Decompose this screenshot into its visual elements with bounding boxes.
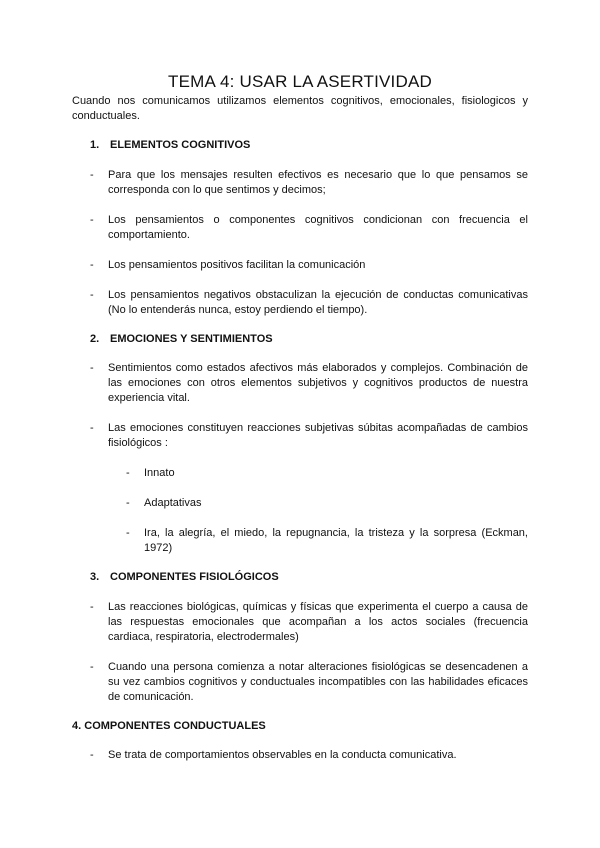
document-title: TEMA 4: USAR LA ASERTIVIDAD [168,72,432,91]
section-heading-conductuales: 4. COMPONENTES CONDUCTUALES [72,720,266,732]
list-item: - Sentimientos como estados afectivos más elaborados y complejos. Combinación de las emociones con otros elementos subjetivos y cognitivos productos de nuestra experiencia vital. [90,362,528,404]
list-item: - Las reacciones biológicas, químicas y físicas que experimenta el cuerpo a causa de las respuestas emocionales que acompañan a los actos sociales (frecuencia cardiaca, respiratoria, electrodermales) [90,601,528,643]
list-item: - Las emociones constituyen reacciones subjetivas súbitas acompañadas de cambios fisiológicos : [90,422,528,449]
list-item: - Se trata de comportamientos observables en la conducta comunicativa. [90,749,457,761]
list-item: - Cuando una persona comienza a notar alteraciones fisiológicas se desencadenen a su vez cambios cognitivos y conductuales incompatibles con las habilidades eficaces de comunicación. [90,661,528,703]
document-page [72,72,528,763]
list-item: - Los pensamientos o componentes cognitivos condicionan con frecuencia el comportamiento. [90,214,528,241]
section-heading-fisiologicos: 3. COMPONENTES FISIOLÓGICOS [90,571,279,583]
sub-list-item: - Ira, la alegría, el miedo, la repugnancia, la tristeza y la sorpresa (Eckman, 1972) [126,527,528,554]
sub-list-item: - Adaptativas [126,497,202,509]
section-heading-emociones: 2. EMOCIONES Y SENTIMIENTOS [90,333,273,345]
sub-list-item: - Innato [126,467,175,479]
intro-paragraph: Cuando nos comunicamos utilizamos elementos cognitivos, emocionales, fisiologicos y conductuales. [72,95,528,122]
list-item: - Los pensamientos positivos facilitan la comunicación [90,259,366,271]
list-item: - Los pensamientos negativos obstaculizan la ejecución de conductas comunicativas (No lo entenderás nunca, estoy perdiendo el tiempo). [90,289,528,316]
section-heading-cognitivos: 1. ELEMENTOS COGNITIVOS [90,139,251,151]
list-item: - Para que los mensajes resulten efectivos es necesario que lo que pensamos se corresponda con lo que sentimos y decimos; [90,169,528,196]
